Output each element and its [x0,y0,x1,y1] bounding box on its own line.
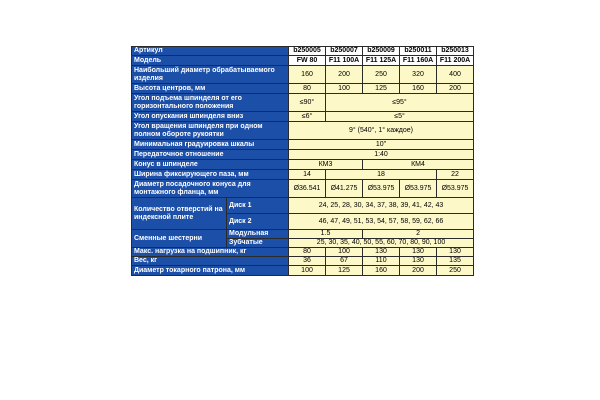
weight-value: 36 [289,257,326,266]
row-center-height [132,84,474,94]
slot-value: 22 [437,170,474,180]
rotation-label: Угол вращения шпинделя при одном полном обороте рукоятки [132,122,289,140]
spec-table [131,46,474,276]
ratio-value: 1:40 [289,150,474,160]
weight-value: 130 [400,257,437,266]
flange-value: Ø36.541 [289,180,326,198]
model-value: F11 100A [326,56,363,66]
spindle-down-value: ≤5° [326,112,474,122]
scale-label: Минимальная градуировка шкалы [132,140,289,150]
disk1-value: 24, 25, 28, 30, 34, 37, 38, 39, 41, 42, 43 [289,198,474,214]
disk1-label: Диск 1 [227,198,289,214]
model-value: FW 80 [289,56,326,66]
chuck-value: 250 [437,266,474,276]
row-spindle-down [132,112,474,122]
teeth-label: Зубчатые [227,239,289,248]
weight-value: 67 [326,257,363,266]
row-model [132,56,474,66]
max-load-label: Макс. нагрузка на подшипник, кг [132,248,289,257]
cone-value: КМ4 [363,160,474,170]
flange-value: Ø53.975 [363,180,400,198]
model-label: Модель [132,56,289,66]
slot-label: Ширина фиксирующего паза, мм [132,170,289,180]
cone-label: Конус в шпинделе [132,160,289,170]
model-value: F11 160A [400,56,437,66]
max-diameter-label: Наибольший диаметр обрабатываемого изделия [132,66,289,84]
row-rotation [132,122,474,140]
modular-value: 1.5 [289,230,363,239]
row-articul [132,47,474,56]
row-slot [132,170,474,180]
max-diameter-value: 250 [363,66,400,84]
spindle-up-value: ≤90° [289,94,326,112]
articul-value: b250009 [363,47,400,56]
spindle-down-value: ≤6° [289,112,326,122]
chuck-value: 200 [400,266,437,276]
scale-value: 10" [289,140,474,150]
teeth-value: 25, 30, 35, 40, 50, 55, 60, 70, 80, 90, 100 [289,239,474,248]
model-value: F11 200A [437,56,474,66]
row-weight [132,257,474,266]
articul-value: b250011 [400,47,437,56]
row-cone [132,160,474,170]
slot-value: 18 [326,170,437,180]
row-ratio [132,150,474,160]
weight-label: Вес, кг [132,257,289,266]
chuck-value: 160 [363,266,400,276]
holes-label: Количество отверстий на индексной плите [132,198,227,230]
row-flange [132,180,474,198]
disk2-label: Диск 2 [227,214,289,230]
max-load-value: 130 [400,248,437,257]
max-diameter-value: 400 [437,66,474,84]
flange-label: Диаметр посадочного конуса для монтажного фланца, мм [132,180,289,198]
row-holes-disk1 [132,198,474,214]
max-load-value: 130 [363,248,400,257]
spindle-up-value: ≤95° [326,94,474,112]
flange-value: Ø53.975 [400,180,437,198]
row-chuck [132,266,474,276]
articul-value: b250005 [289,47,326,56]
row-gears-modular [132,230,474,239]
modular-value: 2 [363,230,474,239]
row-max-diameter [132,66,474,84]
flange-value: Ø53.975 [437,180,474,198]
chuck-label: Диаметр токарного патрона, мм [132,266,289,276]
max-load-value: 80 [289,248,326,257]
spindle-down-label: Угол опускания шпинделя вниз [132,112,289,122]
max-diameter-value: 160 [289,66,326,84]
ratio-label: Передаточное отношение [132,150,289,160]
cone-value: КМ3 [289,160,363,170]
weight-value: 135 [437,257,474,266]
modular-label: Модульная [227,230,289,239]
max-diameter-value: 320 [400,66,437,84]
articul-label: Артикул [132,47,289,56]
center-height-value: 160 [400,84,437,94]
model-value: F11 125A [363,56,400,66]
weight-value: 110 [363,257,400,266]
slot-value: 14 [289,170,326,180]
row-max-load [132,248,474,257]
center-height-value: 125 [363,84,400,94]
spindle-up-label: Угол подъема шпинделя от его горизонтального положения [132,94,289,112]
rotation-value: 9° (540°, 1° каждое) [289,122,474,140]
row-spindle-up [132,94,474,112]
flange-value: Ø41.275 [326,180,363,198]
articul-value: b250007 [326,47,363,56]
disk2-value: 46, 47, 49, 51, 53, 54, 57, 58, 59, 62, 66 [289,214,474,230]
center-height-value: 80 [289,84,326,94]
center-height-value: 200 [437,84,474,94]
articul-value: b250013 [437,47,474,56]
chuck-value: 100 [289,266,326,276]
chuck-value: 125 [326,266,363,276]
center-height-value: 100 [326,84,363,94]
row-scale [132,140,474,150]
max-load-value: 100 [326,248,363,257]
max-diameter-value: 200 [326,66,363,84]
gears-label: Сменные шестерни [132,230,227,248]
center-height-label: Высота центров, мм [132,84,289,94]
max-load-value: 130 [437,248,474,257]
